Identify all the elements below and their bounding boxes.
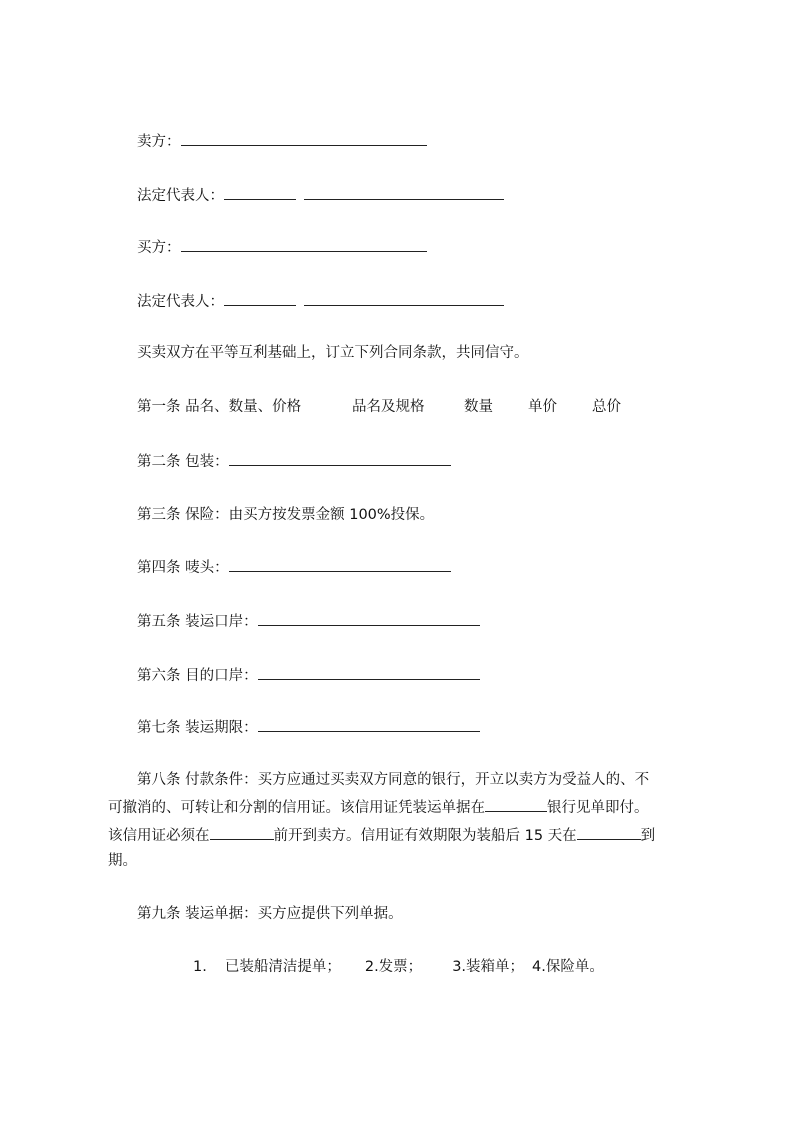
article-7-label: 第七条 装运期限：	[137, 720, 258, 736]
article-5-label: 第五条 装运口岸：	[137, 614, 258, 630]
seller-name-blank[interactable]	[181, 131, 427, 146]
article-2-label: 第二条 包装：	[137, 454, 229, 470]
article-4-label: 第四条 唛头：	[137, 560, 229, 576]
article-9: 第九条 装运单据：买方应提供下列单据。	[137, 906, 403, 922]
lc-open-date-blank[interactable]	[210, 825, 274, 840]
article-6	[137, 665, 480, 686]
seller-label: 卖方：	[137, 134, 181, 150]
article-6-label: 第六条 目的口岸：	[137, 668, 258, 684]
doc-2: 2.发票；	[364, 959, 423, 975]
marks-blank[interactable]	[229, 557, 451, 572]
article-8-line-1: 第八条 付款条件：买方应通过买卖双方同意的银行，开立以卖方为受益人的、不	[137, 772, 650, 788]
preamble: 买卖双方在平等互利基础上，订立下列合同条款，共同信守。	[137, 345, 529, 361]
col-quantity: 数量	[464, 399, 493, 415]
article-8-line-2b: 银行见单即付。	[547, 800, 649, 816]
buyer-rep-blank-1[interactable]	[224, 291, 296, 306]
article-1	[137, 397, 621, 417]
doc-3: 3.装箱单；	[452, 959, 525, 975]
article-8-line-2	[108, 797, 649, 818]
buyer-name-blank[interactable]	[181, 237, 427, 252]
article-8-line-3	[108, 825, 655, 846]
article-5	[137, 611, 480, 632]
article-2	[137, 451, 451, 472]
destination-port-blank[interactable]	[258, 665, 480, 680]
loading-port-blank[interactable]	[258, 611, 480, 626]
document-list	[193, 957, 604, 977]
article-7	[137, 717, 480, 738]
article-4	[137, 557, 451, 578]
col-name-spec: 品名及规格	[352, 399, 425, 415]
lc-expiry-place-blank[interactable]	[577, 825, 641, 840]
buyer-rep-blank-2[interactable]	[304, 291, 504, 306]
article-1-title: 第一条 品名、数量、价格	[137, 399, 302, 415]
shipment-period-blank[interactable]	[258, 717, 480, 732]
buyer-rep-label: 法定代表人：	[137, 294, 224, 310]
buyer-label: 买方：	[137, 240, 181, 256]
article-8-line-3b: 前开到卖方。信用证有效期限为装船后 15 天在	[273, 828, 577, 844]
buyer-rep-line	[137, 291, 504, 312]
seller-rep-line	[137, 185, 504, 206]
doc-1-number: 1.	[193, 959, 207, 975]
buyer-line	[137, 237, 427, 258]
article-8-line-2a: 可撤消的、可转让和分割的信用证。该信用证凭装运单据在	[108, 800, 485, 816]
article-8-line-4: 期。	[108, 853, 137, 869]
col-unit-price: 单价	[528, 399, 557, 415]
seller-rep-blank-1[interactable]	[224, 185, 296, 200]
article-3: 第三条 保险：由买方按发票金额 100%投保。	[137, 507, 435, 523]
seller-line	[137, 131, 427, 152]
col-total-price: 总价	[592, 399, 621, 415]
doc-4: 4.保险单。	[532, 959, 604, 975]
seller-rep-blank-2[interactable]	[304, 185, 504, 200]
article-8-line-3c: 到	[640, 828, 656, 844]
seller-rep-label: 法定代表人：	[137, 188, 224, 204]
doc-1: 已装船清洁提单；	[224, 959, 341, 975]
packing-blank[interactable]	[229, 451, 451, 466]
bank-blank[interactable]	[485, 797, 547, 812]
article-8-line-3a: 该信用证必须在	[108, 828, 210, 844]
